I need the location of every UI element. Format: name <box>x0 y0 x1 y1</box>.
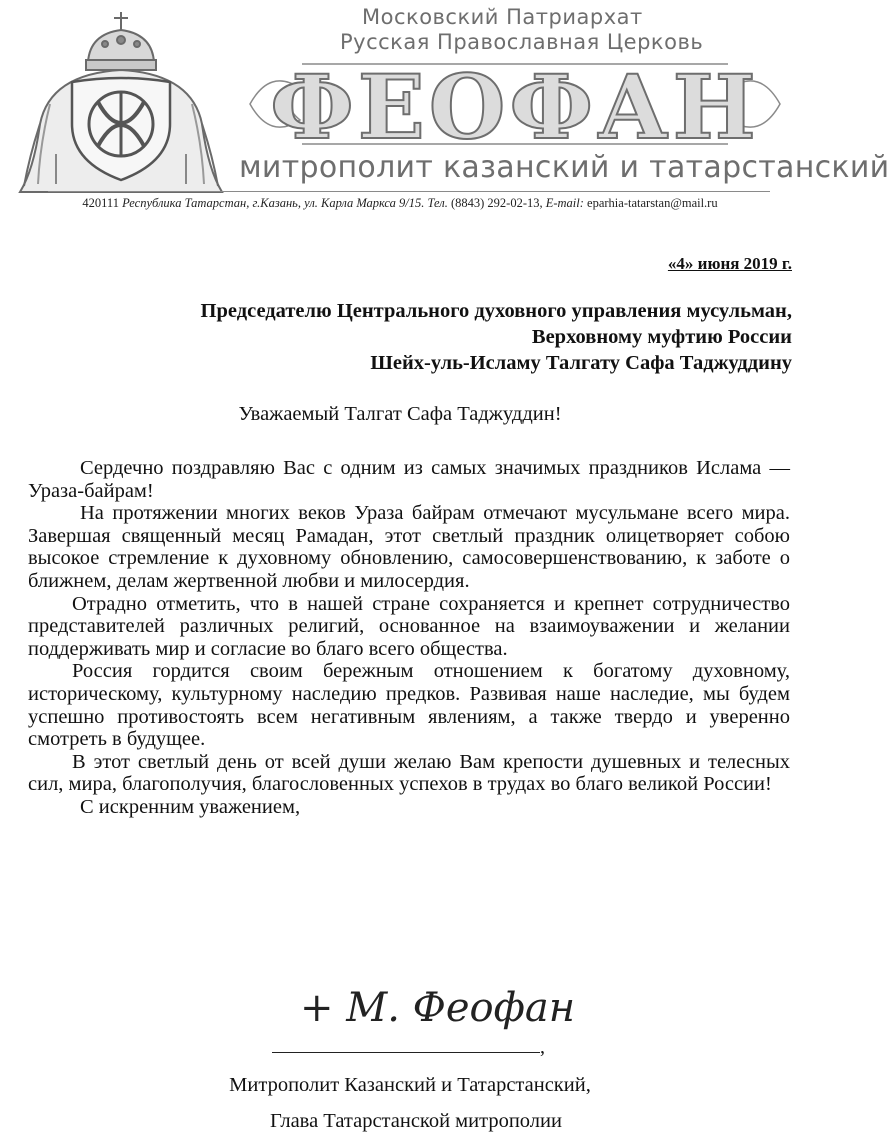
name-large: ФЕОФАН <box>270 55 760 159</box>
org-line-2: Русская Православная Церковь <box>340 30 704 54</box>
paragraph: В этот светлый день от всей души желаю Вам крепости душевных и телесных сил, мира, благополучия, благословенных успехов в трудах во благо великой России! <box>28 750 790 796</box>
signature-comma: , <box>540 1036 545 1058</box>
letter-body <box>28 457 790 819</box>
address-place: Республика Татарстан, г.Казань, ул. Карла Маркса 9/15. Тел. <box>122 196 448 210</box>
salutation: Уважаемый Талгат Сафа Таджуддин! <box>238 403 562 425</box>
address-email-label: E-mail: <box>545 196 584 210</box>
org-line-1: Московский Патриархат <box>362 5 643 29</box>
addressee-block <box>201 298 792 376</box>
address-phone: (8843) 292-02-13, <box>450 196 543 210</box>
header-divider <box>48 191 770 192</box>
paragraph: На протяжении многих веков Ураза байрам отмечают мусульмане всего мира. Завершая священный месяц Рамадан, этот светлый праздник олицетворяет собою высокое стремление к духовному обновлению, самосовершенствованию, к заботе о ближнем, делам жертвенной любви и милосердия. <box>28 502 790 592</box>
letter-date: «4» июня 2019 г. <box>667 254 792 273</box>
signer-title-1: Митрополит Казанский и Татарстанский, <box>229 1074 591 1096</box>
coat-of-arms-icon <box>10 4 232 200</box>
handwritten-signature <box>300 975 576 1035</box>
closing-phrase: С искренним уважением, <box>80 795 301 818</box>
paragraph: Россия гордится своим бережным отношением к богатому духовному, историческому, культурному наследию предков. Развивая наше наследие, мы будем успешно противостоять всем негативным явлениям, а также твердо и уверенно смотреть в будущее. <box>28 660 790 751</box>
paragraph: Отрадно отметить, что в нашей стране сохраняется и крепнет сотрудничество представителей различных религий, основанное на взаимоуважении и желании поддерживать мир и согласие во благо всего общества. <box>28 592 790 660</box>
addressee-line-3: Шейх-уль-Исламу Талгату Сафа Таджуддину <box>370 352 792 374</box>
letterhead <box>0 0 889 220</box>
addressee-line-2: Верховному муфтию России <box>531 326 792 348</box>
addressee-line-1: Председателю Центрального духовного управления мусульман, <box>200 300 792 322</box>
signature-line <box>272 1052 540 1053</box>
ornamental-name-banner <box>240 55 790 159</box>
address-email: eparhia-tatarstan@mail.ru <box>587 196 718 210</box>
address-line <box>0 196 800 211</box>
signer-title-2: Глава Татарстанской митрополии <box>270 1110 562 1132</box>
address-code: 420111 <box>82 196 119 210</box>
metropolitan-title: митрополит казанский и татарстанский <box>239 150 889 185</box>
paragraph: Сердечно поздравляю Вас с одним из самых значимых праздников Ислама — Ураза-байрам! <box>28 457 790 502</box>
signature-text: + М. Феофан <box>300 985 576 1031</box>
